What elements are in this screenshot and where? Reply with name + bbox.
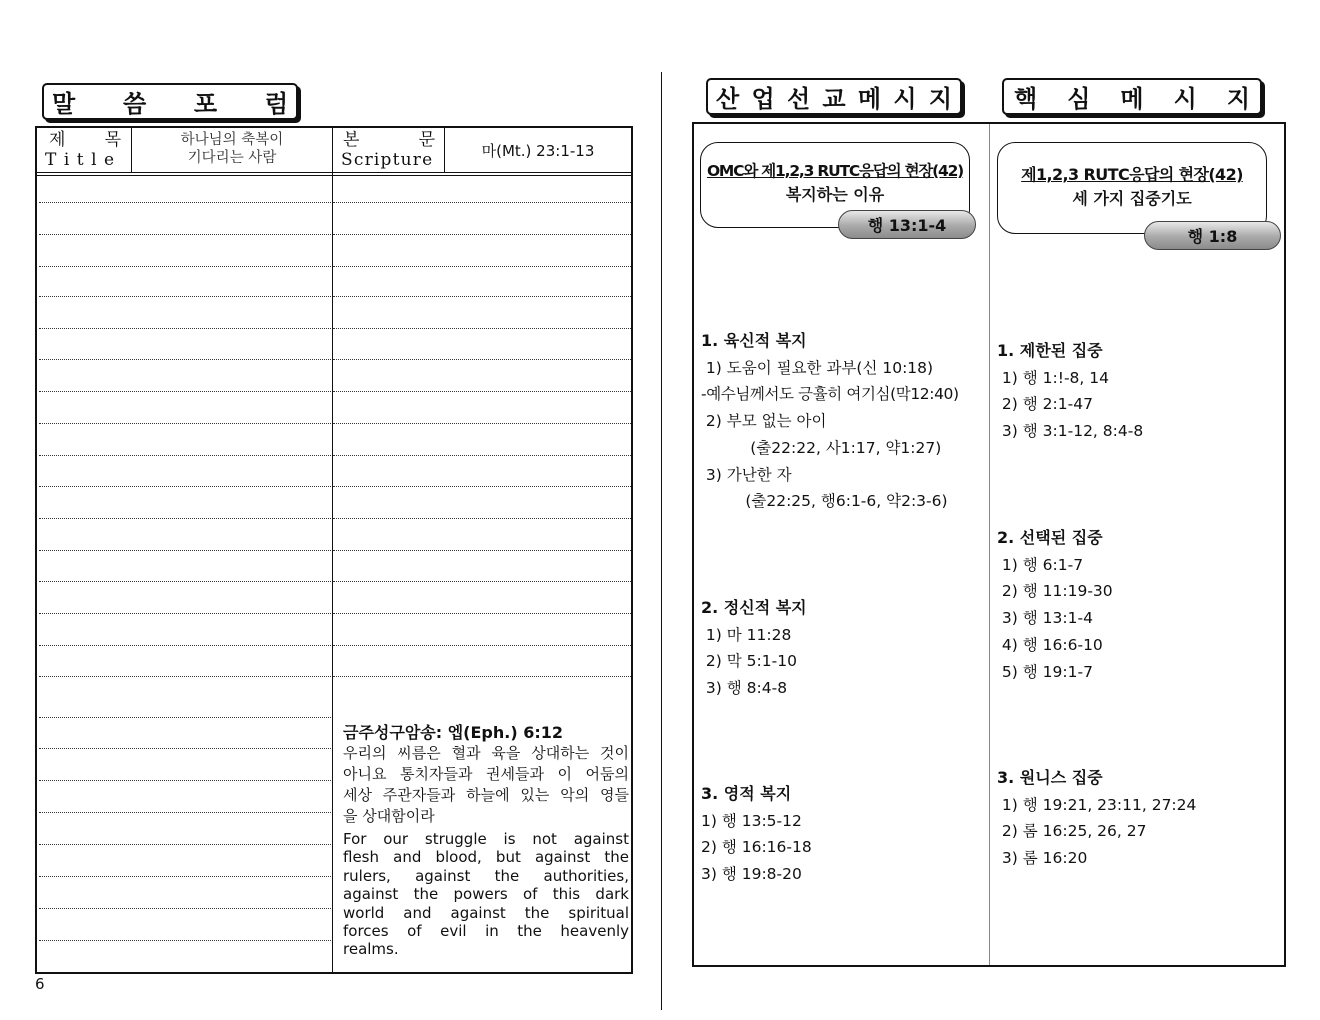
ruled-line-left (39, 748, 331, 749)
industrial-mission-header (706, 78, 962, 115)
header-char: 업 (751, 85, 775, 113)
memory-verse-en-line: realms. (343, 940, 399, 959)
ruled-line-right (333, 613, 631, 614)
ruled-line-left (39, 296, 331, 297)
section-heading: 2. 선택된 집중 (997, 528, 1103, 547)
ruled-line-right (333, 550, 631, 551)
core-outline (997, 338, 1282, 445)
ruled-line-right (333, 359, 631, 360)
outline-line: 1) 마 11:28 (701, 625, 792, 644)
industrial-outline (701, 328, 986, 515)
ruled-line-left (39, 328, 331, 329)
outline-line: 3) 행 3:1-12, 8:4-8 (997, 422, 1144, 441)
ruled-line-left (39, 676, 331, 677)
outline-line: 2) 롬 16:25, 26, 27 (997, 822, 1147, 841)
ruled-line-right (333, 234, 631, 235)
outline-line: 2) 막 5:1-10 (701, 652, 797, 671)
header-char: 시 (1173, 85, 1197, 113)
ruled-line-left (39, 876, 331, 877)
outline-line: (출22:22, 사1:17, 약1:27) (701, 438, 942, 457)
header-char: 선 (786, 85, 811, 113)
ruled-line-right (333, 455, 631, 456)
ruled-line-left (39, 613, 331, 614)
industrial-title-line2: 복지하는 이유 (785, 185, 885, 204)
header-char: 교 (822, 85, 846, 113)
ruled-line-left (39, 940, 331, 941)
header-char: 시 (893, 85, 917, 113)
outline-line: 3) 행 8:4-8 (701, 679, 788, 698)
outline-line: 3) 행 19:8-20 (701, 865, 802, 884)
sermon-forum-header (42, 83, 298, 120)
ruled-line-right (333, 518, 631, 519)
title-label (45, 130, 125, 170)
ruled-line-left (39, 202, 331, 203)
outline-line: 3) 롬 16:20 (997, 849, 1088, 868)
section-heading: 3. 원니스 집중 (997, 768, 1103, 787)
section-heading: 1. 육신적 복지 (701, 331, 807, 350)
outline-line: 1) 도움이 필요한 과부(신 10:18) (701, 358, 934, 377)
outline-line: 2) 부모 없는 아이 (701, 412, 827, 431)
ruled-line-right (333, 581, 631, 582)
ruled-line-left (39, 486, 331, 487)
page-fold-line (661, 72, 662, 1010)
ruled-line-left (39, 844, 331, 845)
ruled-line-right (333, 328, 631, 329)
ruled-line-right (333, 423, 631, 424)
outline-line: 2) 행 16:16-18 (701, 838, 812, 857)
outline-line: -예수님께서도 긍휼히 여기심(막12:40) (701, 385, 959, 404)
scripture-label-en: Scripture (341, 150, 434, 170)
title-value-line: 하나님의 축복이 (180, 132, 284, 148)
header-char: 메 (857, 85, 882, 113)
section-heading: 1. 제한된 집중 (997, 341, 1103, 360)
core-outline-2 (997, 525, 1282, 685)
memory-verse-en-line: world and against the spiritual (343, 903, 629, 922)
memory-verse-ko-line: 을 상대함이라 (343, 807, 435, 825)
ruled-line-left (39, 780, 331, 781)
header-char: 메 (1120, 85, 1144, 113)
ruled-line-left (39, 266, 331, 267)
header-char: 산 (716, 85, 740, 113)
header-char: 말 (52, 90, 76, 118)
ruled-line-left (39, 581, 331, 582)
header-char: 지 (928, 85, 952, 113)
core-title-line1: 제1,2,3 RUTC응답의 현장(42) (1021, 165, 1243, 184)
ruled-line-right (333, 645, 631, 646)
industrial-title-line1: OMC와 제1,2,3 RUTC응답의 현장(42) (706, 162, 964, 180)
ruled-line-right (333, 391, 631, 392)
memory-verse-en-line: rulers, against the authorities, (343, 866, 629, 885)
core-title-line2: 세 가지 집중기도 (1072, 189, 1192, 208)
header-char: 지 (1226, 85, 1250, 113)
scripture-label-char: 문 (418, 130, 435, 150)
title-label-en: Title (45, 150, 122, 170)
industrial-reference-pill: 행 13:1-4 (838, 210, 976, 239)
ruled-line-right (333, 266, 631, 267)
outline-line: 1) 행 13:5-12 (701, 811, 802, 830)
ruled-line-right (333, 296, 631, 297)
memory-verse-ko-line: 아니요 통치자들과 권세들과 이 어둠의 (343, 765, 629, 783)
section-heading: 3. 영적 복지 (701, 784, 792, 803)
section-heading: 2. 정신적 복지 (701, 598, 807, 617)
ruled-line-right (333, 202, 631, 203)
core-outline-3 (997, 765, 1282, 872)
scripture-label (341, 130, 441, 170)
outline-line: 1) 행 1:!-8, 14 (997, 368, 1109, 387)
outline-line: 5) 행 19:1-7 (997, 662, 1093, 681)
outline-line: 1) 행 19:21, 23:11, 27:24 (997, 795, 1197, 814)
header-char: 씀 (122, 90, 147, 118)
ruled-line-left (39, 518, 331, 519)
outline-line: 2) 행 11:19-30 (997, 582, 1113, 601)
ruled-line-left (39, 812, 331, 813)
memory-verse-ko-line: 우리의 씨름은 혈과 육을 상대하는 것이 (343, 744, 629, 762)
memory-verse-en-line: against the powers of this dark (343, 885, 629, 904)
outline-line: (출22:25, 행6:1-6, 약2:3-6) (701, 492, 948, 511)
ruled-line-left (39, 908, 331, 909)
ruled-line-left (39, 455, 331, 456)
header-char: 럼 (264, 90, 288, 118)
core-message-header (1002, 78, 1262, 115)
scripture-label-char: 본 (343, 130, 360, 150)
page-number: 6 (35, 975, 45, 993)
table-header-double-line (37, 175, 631, 176)
memory-verse-en-line: flesh and blood, but against the (343, 848, 629, 867)
ruled-line-left (39, 423, 331, 424)
outline-line: 1) 행 6:1-7 (997, 555, 1084, 574)
ruled-line-left (39, 391, 331, 392)
industrial-outline-3 (701, 781, 986, 888)
scripture-value: 마(Mt.) 23:1-13 (481, 142, 595, 160)
memory-verse-title: 금주성구암송: 엡(Eph.) 6:12 (343, 723, 564, 742)
ruled-line-left (39, 550, 331, 551)
outline-line: 4) 행 16:6-10 (997, 635, 1103, 654)
industrial-outline-2 (701, 595, 986, 702)
ruled-line-right (333, 676, 631, 677)
core-reference-pill: 행 1:8 (1144, 221, 1281, 250)
ruled-line-left (39, 717, 331, 718)
memory-verse-en-line: For our struggle is not against (343, 830, 629, 848)
title-value (132, 131, 332, 167)
header-char: 포 (193, 90, 218, 118)
title-label-char: 제 (49, 130, 66, 150)
title-label-char: 목 (104, 130, 121, 150)
memory-verse-ko-line: 세상 주관자들과 하늘에 있는 악의 영들 (343, 786, 629, 804)
outline-line: 2) 행 2:1-47 (997, 395, 1093, 414)
sermon-note-table (35, 126, 633, 974)
center-column-divider (332, 128, 333, 974)
title-value-line: 기다리는 사람 (187, 150, 277, 166)
outline-line: 3) 가난한 자 (701, 465, 792, 484)
memory-verse-en-line: forces of evil in the heavenly (343, 922, 629, 941)
outline-line: 3) 행 13:1-4 (997, 609, 1093, 628)
memory-verse (343, 722, 629, 959)
ruled-line-right (333, 486, 631, 487)
ruled-line-left (39, 359, 331, 360)
header-char: 심 (1067, 85, 1091, 113)
column-divider (989, 124, 990, 965)
ruled-line-left (39, 645, 331, 646)
header-char: 핵 (1014, 85, 1038, 113)
ruled-line-left (39, 234, 331, 235)
